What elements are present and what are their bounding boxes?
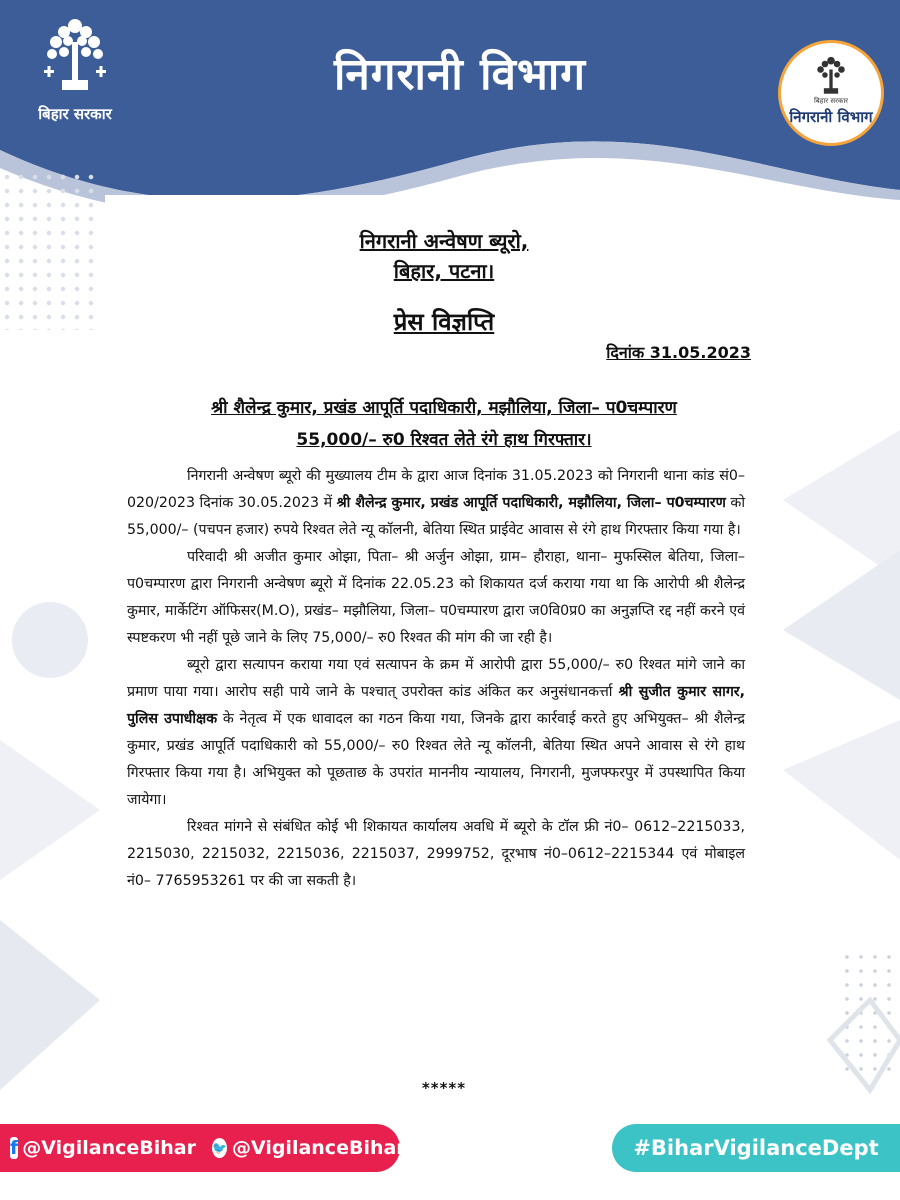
paragraph-2: परिवादी श्री अजीत कुमार ओझा, पिता– श्री अर्जुन ओझा, ग्राम– हौराहा, थाना– मुफस्सिल बेतिया, जिला– प0चम्पारण द्वारा निगरानी अन्वेषण ब्यूरो में दिनांक 22.05.23 को शिकायत दर्ज कराया गया था कि आरोपी श्री शैलेन्द्र कुमार, मार्केटिंग ऑफिसर(M.O), प्रखंड– मझौलिया, जिला– प0चम्पारण द्वारा ज0वि0प्र0 का अनुज्ञप्ति रद्द नहीं करने एवं स्पष्टकरण भी नहीं पूछे जाने के लिए 75,000/– रु0 रिश्वत की मांग की जा रही है। <box>127 549 745 646</box>
press-release-body <box>127 463 745 895</box>
hashtag-bar <box>612 1124 900 1172</box>
organization-name: निगरानी अन्वेषण ब्यूरो, <box>359 229 529 253</box>
headline-line-1: श्री शैलेन्द्र कुमार, प्रखंड आपूर्ति पदाधिकारी, मझौलिया, जिला– प0चम्पारण <box>211 398 677 418</box>
organization-location: बिहार, पटना। <box>393 259 495 283</box>
badge-tree-icon <box>811 53 851 97</box>
facebook-handle[interactable]: @VigilanceBihar <box>22 1137 196 1159</box>
press-release-document <box>105 195 783 1105</box>
emblem-caption: बिहार सरकार <box>38 105 112 123</box>
paragraph-3: ब्यूरो द्वारा सत्यापन कराया गया एवं सत्यापन के क्रम में आरोपी द्वारा 55,000/– रु0 रिश्वत मांगे जाने का प्रमाण पाया गया। आरोप सही पाये जाने के पश्चात् उपरोक्त कांड अंकित कर अनुसंधानकर्त्ता श्री सुजीत कुमार सागर, पुलिस उपाधीक्षक के नेतृत्व में एक धावादल का गठन किया गया, जिनके द्वारा कार्रवाई करते हुए अभियुक्त– श्री शैलेन्द्र कुमार, प्रखंड आपूर्ति पदाधिकारी को 55,000/– रु0 रिश्वत लेते न्यू कॉलनी, बेतिया स्थित अपने आवास से रंगे हाथ गिरफ्तार किया गया है। अभियुक्त को पूछताछ के उपरांत माननीय न्यायालय, निगरानी, मुजफ्फरपुर में उपस्थापित किया जायेगा। <box>127 657 745 808</box>
document-date: दिनांक 31.05.2023 <box>606 343 751 362</box>
vigilance-department-badge <box>778 40 884 146</box>
headline-line-2: 55,000/– रु0 रिश्वत लेते रंगे हाथ गिरफ्तार। <box>296 430 592 450</box>
facebook-icon[interactable]: f <box>10 1137 19 1159</box>
badge-name: निगरानी विभाग <box>789 108 873 126</box>
paragraph-4: रिश्वत मांगने से संबंधित कोई भी शिकायत कार्यालय अवधि में ब्यूरो के टॉल फ्री नं0– 0612–2215033, 2215030, 2215032, 2215036, 2215037, 2999752, दूरभाष नं0–0612–2215344 एवं मोबाइल नं0– 7765953261 पर की जा सकती है। <box>127 819 745 889</box>
paragraph-1: निगरानी अन्वेषण ब्यूरो की मुख्यालय टीम के द्वारा आज दिनांक 31.05.2023 को निगरानी थाना कांड सं0–020/2023 दिनांक 30.05.2023 में श्री शैलेन्द्र कुमार, प्रखंड आपूर्ति पदाधिकारी, मझौलिया, जिला– प0चम्पारण को 55,000/– (पचपन हजार) रुपये रिश्वत लेते न्यू कॉलनी, बेतिया स्थित प्राईवेट आवास से रंगे हाथ गिरफ्तार किया गया है। <box>127 468 745 538</box>
hashtag[interactable]: #BiharVigilanceDept <box>633 1136 879 1160</box>
badge-subtitle: बिहार सरकार <box>813 97 849 105</box>
bodhi-tree-emblem-icon <box>40 12 110 102</box>
twitter-icon[interactable]: 🐦 <box>212 1138 227 1158</box>
page-title: निगरानी विभाग <box>333 49 587 100</box>
press-release-title: प्रेस विज्ञप्ति <box>393 308 495 336</box>
social-handles-bar <box>0 1124 406 1172</box>
bihar-government-emblem <box>20 12 130 132</box>
twitter-handle[interactable]: @VigilanceBihar <box>231 1137 406 1159</box>
end-mark: ***** <box>421 1079 467 1097</box>
